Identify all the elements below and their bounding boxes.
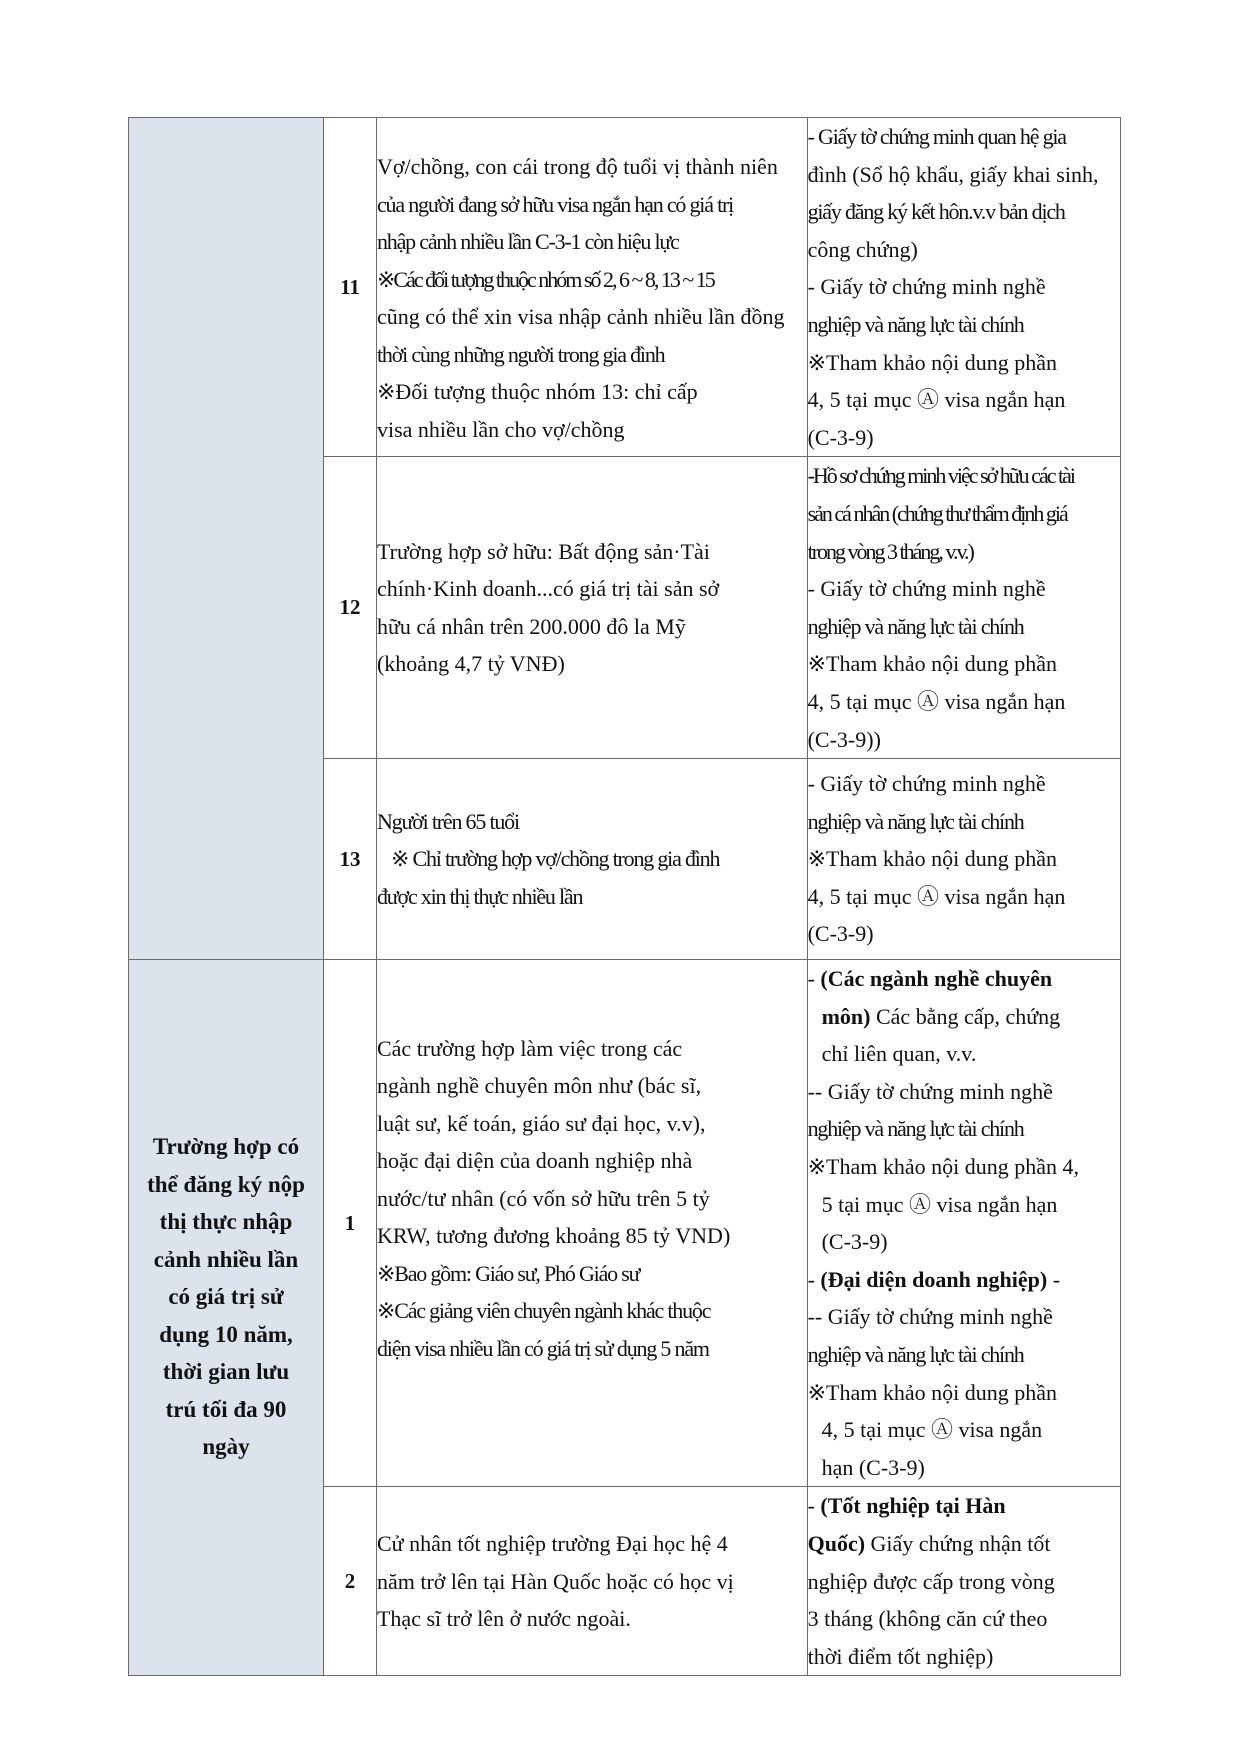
case-description: Người trên 65 tuổi ※ Chỉ trường hợp vợ/chồng trong gia đình được xin thị thực nhiều lần	[376, 759, 807, 960]
category-cell: Trường hợp có thể đăng ký nộp thị thực nhập cảnh nhiều lần có giá trị sử dụng 10 năm, thời gian lưu trú tối đa 90 ngày	[129, 960, 324, 1676]
table-row	[129, 118, 1121, 457]
table-row	[129, 960, 1121, 1487]
row-number: 13	[324, 759, 377, 960]
case-description: Các trường hợp làm việc trong các ngành nghề chuyên môn như (bác sĩ, luật sư, kế toán, giáo sư đại học, v.v), hoặc đại diện của doanh nghiệp nhà nước/tư nhân (có vốn sở hữu trên 5 tỷ KRW, tương đương khoảng 85 tỷ VND) ※Bao gồm: Giáo sư, Phó Giáo sư ※Các giảng viên chuyên ngành khác thuộc diện visa nhiều lần có giá trị sử dụng 5 năm	[376, 960, 807, 1487]
required-documents: - (Tốt nghiệp tại Hàn Quốc) Giấy chứng nhận tốt nghiệp được cấp trong vòng 3 tháng (không căn cứ theo thời điểm tốt nghiệp)	[807, 1487, 1120, 1676]
row-number: 2	[324, 1487, 377, 1676]
case-description: Cử nhân tốt nghiệp trường Đại học hệ 4 năm trở lên tại Hàn Quốc hoặc có học vị Thạc sĩ trở lên ở nước ngoài.	[376, 1487, 807, 1676]
visa-requirements-table	[128, 117, 1121, 1676]
case-description: Trường hợp sở hữu: Bất động sản·Tài chính·Kinh doanh...có giá trị tài sản sở hữu cá nhân trên 200.000 đô la Mỹ (khoảng 4,7 tỷ VNĐ)	[376, 457, 807, 759]
required-documents: -Hồ sơ chứng minh việc sở hữu các tài sản cá nhân (chứng thư thẩm định giá trong vòng 3 tháng, v.v.) - Giấy tờ chứng minh nghề nghiệp và năng lực tài chính ※Tham khảo nội dung phần 4, 5 tại mục Ⓐ visa ngắn hạn (C-3-9))	[807, 457, 1120, 759]
row-number: 11	[324, 118, 377, 457]
row-number: 1	[324, 960, 377, 1487]
case-description: Vợ/chồng, con cái trong độ tuổi vị thành niên của người đang sở hữu visa ngắn hạn có giá trị nhập cảnh nhiều lần C-3-1 còn hiệu lực ※Các đối tượng thuộc nhóm số 2, 6 ~ 8, 13 ~ 15 cũng có thể xin visa nhập cảnh nhiều lần đồng thời cùng những người trong gia đình ※Đối tượng thuộc nhóm 13: chỉ cấp visa nhiều lần cho vợ/chồng	[376, 118, 807, 457]
required-documents: - Giấy tờ chứng minh nghề nghiệp và năng lực tài chính ※Tham khảo nội dung phần 4, 5 tại mục Ⓐ visa ngắn hạn (C-3-9)	[807, 759, 1120, 960]
required-documents: - Giấy tờ chứng minh quan hệ gia đình (Sổ hộ khẩu, giấy khai sinh, giấy đăng ký kết hôn.v.v bản dịch công chứng) - Giấy tờ chứng minh nghề nghiệp và năng lực tài chính ※Tham khảo nội dung phần 4, 5 tại mục Ⓐ visa ngắn hạn (C-3-9)	[807, 118, 1120, 457]
required-documents: - (Các ngành nghề chuyên môn) Các bằng cấp, chứng chỉ liên quan, v.v. -- Giấy tờ chứng minh nghề nghiệp và năng lực tài chính ※Tham khảo nội dung phần 4, 5 tại mục Ⓐ visa ngắn hạn (C-3-9) - (Đại diện doanh nghiệp) - -- Giấy tờ chứng minh nghề nghiệp và năng lực tài chính ※Tham khảo nội dung phần 4, 5 tại mục Ⓐ visa ngắn hạn (C-3-9)	[807, 960, 1120, 1487]
row-number: 12	[324, 457, 377, 759]
category-cell	[129, 118, 324, 960]
